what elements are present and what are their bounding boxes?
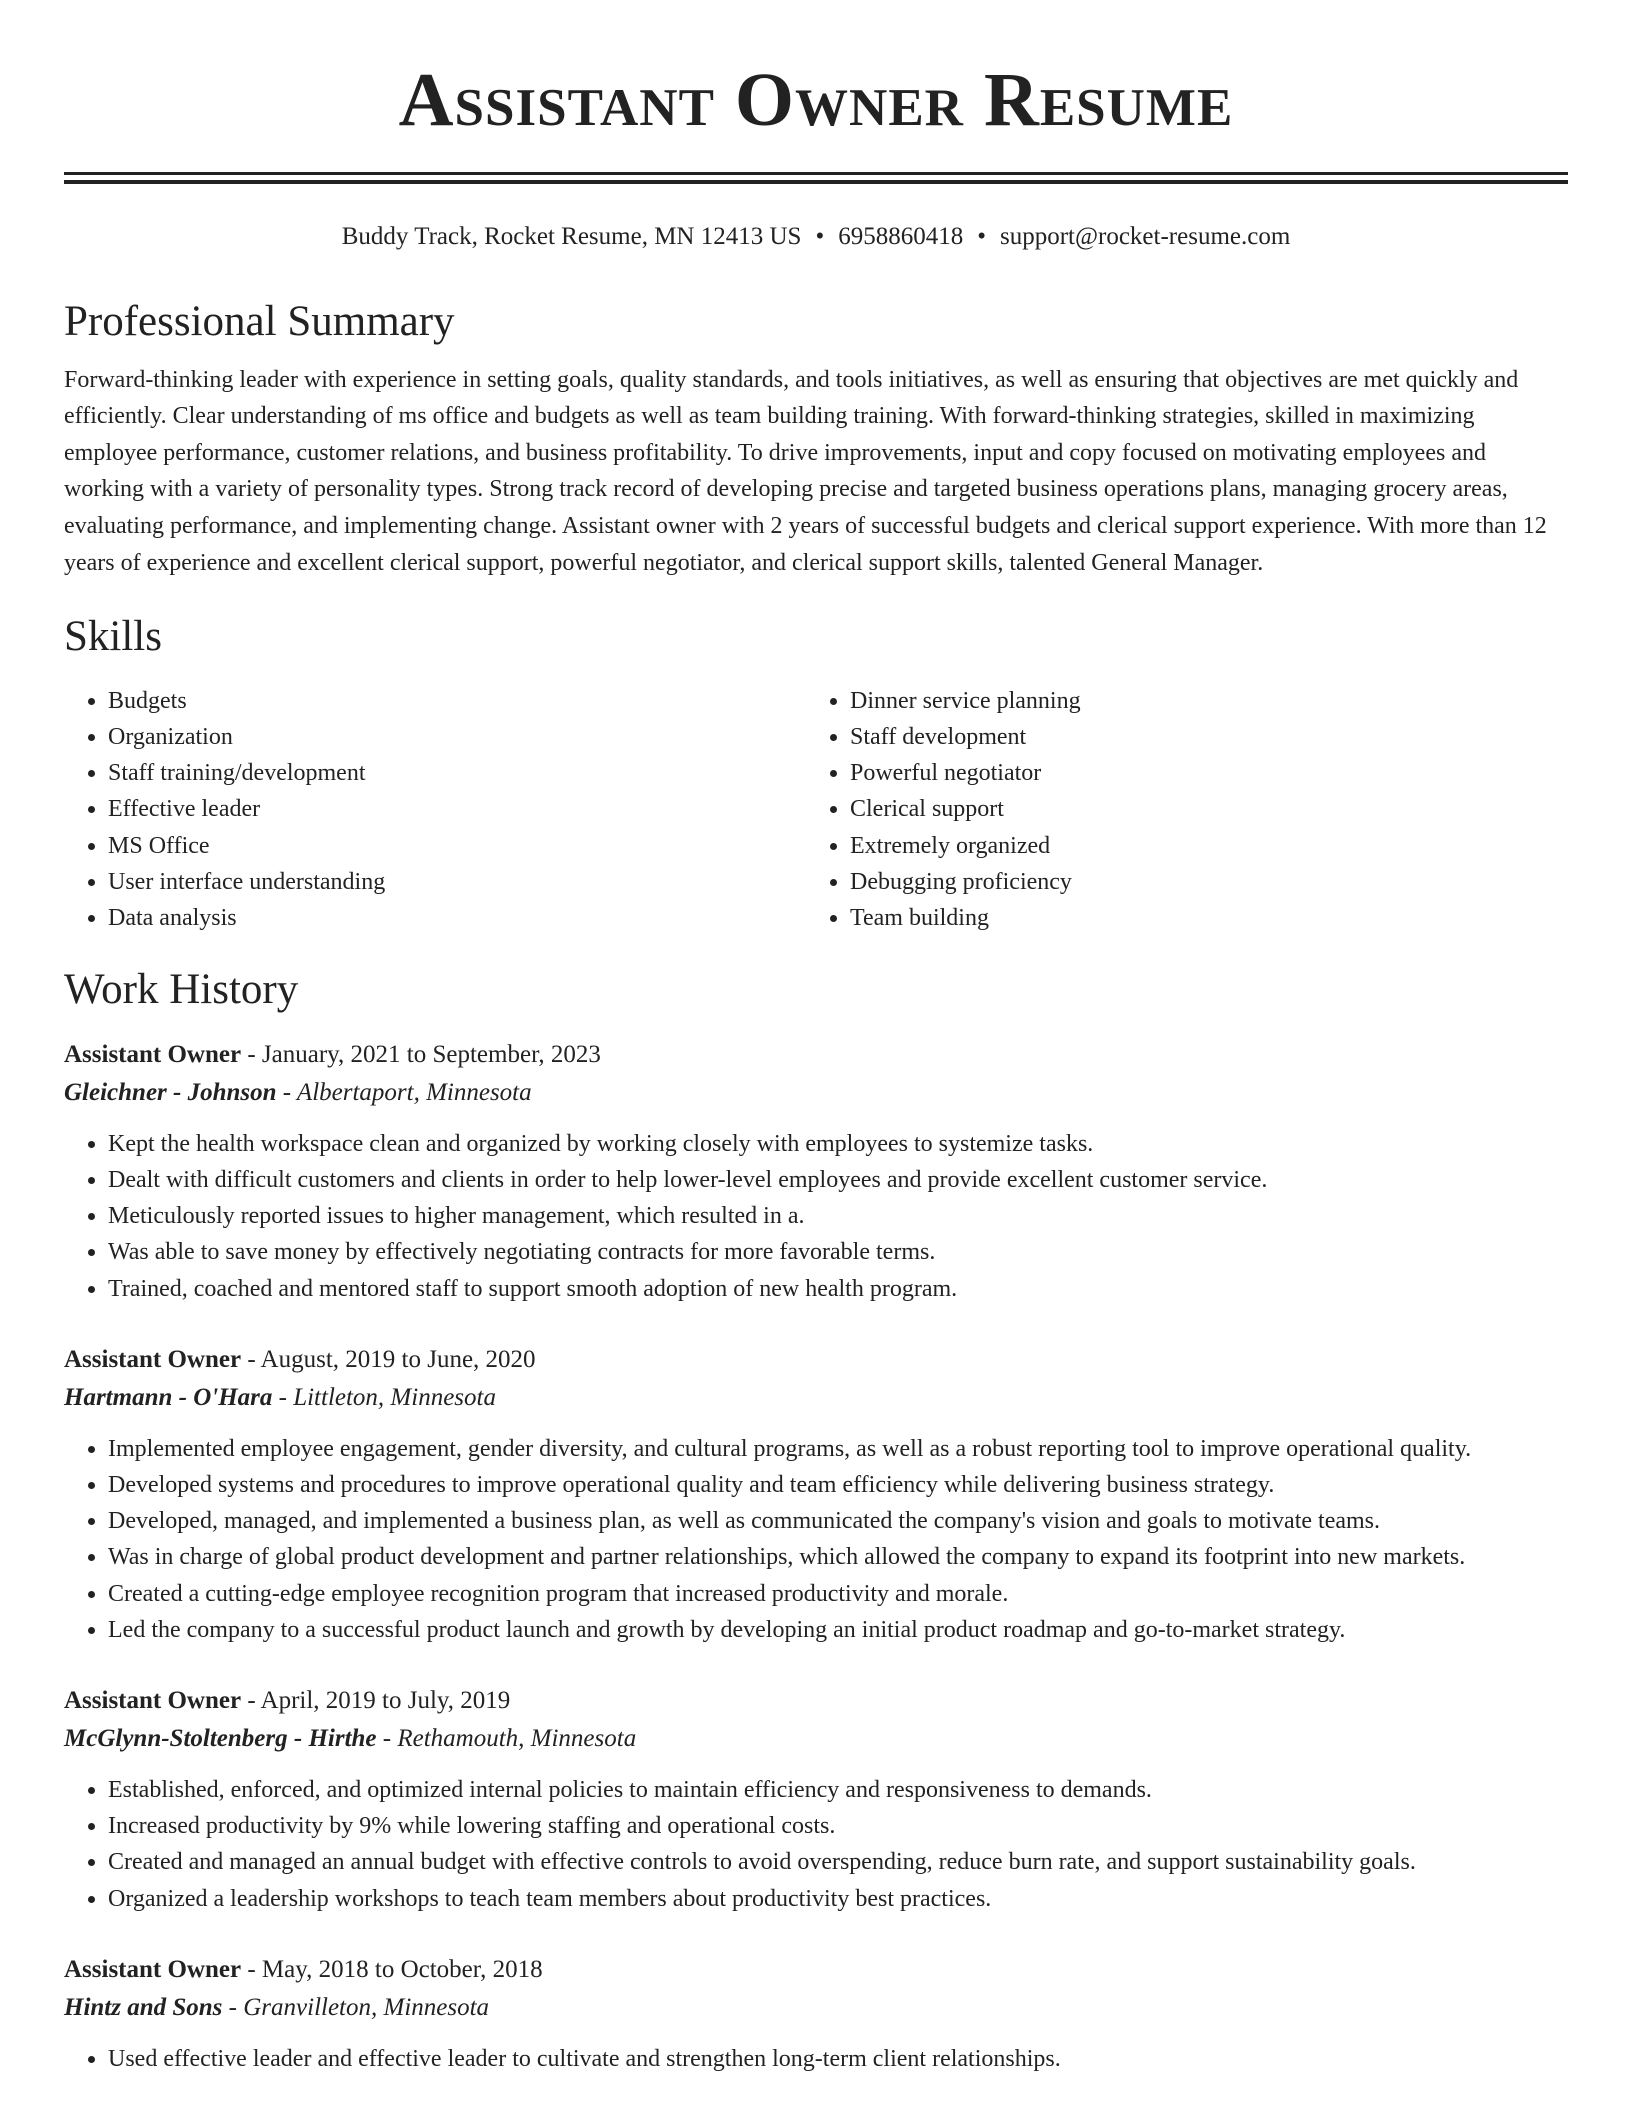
job-company: Gleichner - Johnson: [64, 1078, 277, 1106]
job-company: McGlynn-Stoltenberg - Hirthe: [64, 1725, 377, 1752]
skills-column-left: [64, 683, 806, 936]
contact-separator: •: [977, 223, 986, 250]
job-bullet: • Was able to save money by effectively negotiating contracts for more favorable terms.: [108, 1234, 1568, 1270]
job-bullet: • Dealt with difficult customers and clients in order to help lower-level employees and provide excellent customer service.: [108, 1162, 1568, 1198]
job-bullets: [64, 2041, 1568, 2077]
contact-separator: •: [815, 223, 825, 250]
skills-heading: Skills: [64, 613, 162, 661]
job-header: [64, 1682, 1568, 1720]
skill-item: • Debugging proficiency: [850, 864, 1548, 900]
summary-heading: Professional Summary: [64, 298, 455, 345]
skill-item: • MS Office: [108, 828, 806, 864]
skill-item: • Dinner service planning: [850, 683, 1548, 719]
job-location: - Rethamouth, Minnesota: [376, 1725, 637, 1752]
job-company-line: [64, 1720, 1568, 1758]
job-entry: [64, 1341, 1568, 1648]
job-entry: [64, 1682, 1568, 1917]
job-header: [64, 1951, 1568, 1989]
job-dates: - August, 2019 to June, 2020: [241, 1345, 536, 1373]
job-bullet: • Created a cutting-edge employee recognition program that increased productivity and morale.: [108, 1576, 1568, 1612]
contact-phone: 6958860418: [838, 223, 964, 250]
resume-title: Assistant Owner Resume: [398, 58, 1234, 142]
job-title: Assistant Owner: [64, 1040, 242, 1068]
contact-line: [64, 222, 1568, 252]
job-bullet: • Increased productivity by 9% while lowering staffing and operational costs.: [108, 1808, 1568, 1844]
contact-email: support@rocket-resume.com: [999, 223, 1291, 250]
skill-item: • Staff training/development: [108, 755, 806, 791]
job-header: [64, 1036, 1568, 1074]
skills-list: [64, 683, 1568, 936]
job-company-line: [64, 1989, 1568, 2027]
job-title: Assistant Owner: [64, 1687, 242, 1714]
job-company: Hintz and Sons: [64, 1993, 223, 2021]
job-dates: - May, 2018 to October, 2018: [241, 1955, 543, 1983]
skill-item: • Powerful negotiator: [850, 755, 1548, 791]
job-bullets: [64, 1431, 1568, 1648]
job-entry: [64, 1951, 1568, 2077]
skill-item: • Budgets: [108, 683, 806, 719]
skill-item: • Extremely organized: [850, 828, 1548, 864]
job-bullet: • Developed systems and procedures to improve operational quality and team efficiency while delivering business strategy.: [108, 1467, 1568, 1503]
job-title: Assistant Owner: [64, 1345, 242, 1373]
job-company-line: [64, 1074, 1568, 1112]
job-bullet: • Established, enforced, and optimized internal policies to maintain efficiency and responsiveness to demands.: [108, 1772, 1568, 1808]
job-bullets: [64, 1126, 1568, 1307]
job-bullet: • Created and managed an annual budget with effective controls to avoid overspending, reduce burn rate, and support sustainability goals.: [108, 1844, 1568, 1880]
job-header: [64, 1341, 1568, 1379]
summary-text: Forward-thinking leader with experience in setting goals, quality standards, and tools initiatives, as well as ensuring that objectives are met quickly and efficiently. Clear understanding of ms office and budgets as well as team building training. With forward-thinking strategies, skilled in maximizing employee performance, customer relations, and business profitability. To drive improvements, input and copy focused on motivating employees and working with a variety of personality types. Strong track record of developing precise and targeted business operations plans, managing grocery areas, evaluating performance, and implementing change. Assistant owner with 2 years of successful budgets and clerical support experience. With more than 12 years of experience and excellent clerical support, powerful negotiator, and clerical support skills, talented General Manager.: [64, 366, 1547, 576]
job-bullets: [64, 1772, 1568, 1917]
job-company-line: [64, 1379, 1568, 1417]
job-bullet: • Meticulously reported issues to higher management, which resulted in a.: [108, 1198, 1568, 1234]
job-title: Assistant Owner: [64, 1955, 242, 1983]
job-company: Hartmann - O'Hara: [64, 1383, 273, 1411]
job-bullet: • Organized a leadership workshops to teach team members about productivity best practices.: [108, 1881, 1568, 1917]
job-location: - Albertaport, Minnesota: [276, 1078, 532, 1106]
contact-address: Buddy Track, Rocket Resume, MN 12413 US: [341, 223, 802, 250]
job-bullet: • Was in charge of global product development and partner relationships, which allowed the company to expand its footprint into new markets.: [108, 1539, 1568, 1575]
job-dates: - January, 2021 to September, 2023: [241, 1040, 601, 1068]
skill-item: • Organization: [108, 719, 806, 755]
skill-item: • Data analysis: [108, 900, 806, 936]
job-entry: [64, 1036, 1568, 1307]
skill-item: • Clerical support: [850, 791, 1548, 827]
title-divider: [64, 172, 1568, 184]
job-location: - Granvilleton, Minnesota: [222, 1993, 490, 2021]
job-bullet: • Trained, coached and mentored staff to support smooth adoption of new health program.: [108, 1271, 1568, 1307]
job-bullet: • Led the company to a successful product launch and growth by developing an initial product roadmap and go-to-market strategy.: [108, 1612, 1568, 1648]
skill-item: • Team building: [850, 900, 1548, 936]
job-bullet: • Implemented employee engagement, gender diversity, and cultural programs, as well as a robust reporting tool to improve operational quality.: [108, 1431, 1568, 1467]
job-dates: - April, 2019 to July, 2019: [241, 1687, 511, 1714]
job-bullet: • Developed, managed, and implemented a business plan, as well as communicated the company's vision and goals to motivate teams.: [108, 1503, 1568, 1539]
skill-item: • User interface understanding: [108, 864, 806, 900]
job-bullet: • Kept the health workspace clean and organized by working closely with employees to systemize tasks.: [108, 1126, 1568, 1162]
skill-item: • Effective leader: [108, 791, 806, 827]
work-history-heading: Work History: [64, 966, 299, 1014]
skill-item: • Staff development: [850, 719, 1548, 755]
job-bullet: • Used effective leader and effective leader to cultivate and strengthen long-term client relationships.: [108, 2041, 1568, 2077]
job-location: - Littleton, Minnesota: [272, 1383, 496, 1411]
skills-column-right: [806, 683, 1548, 936]
